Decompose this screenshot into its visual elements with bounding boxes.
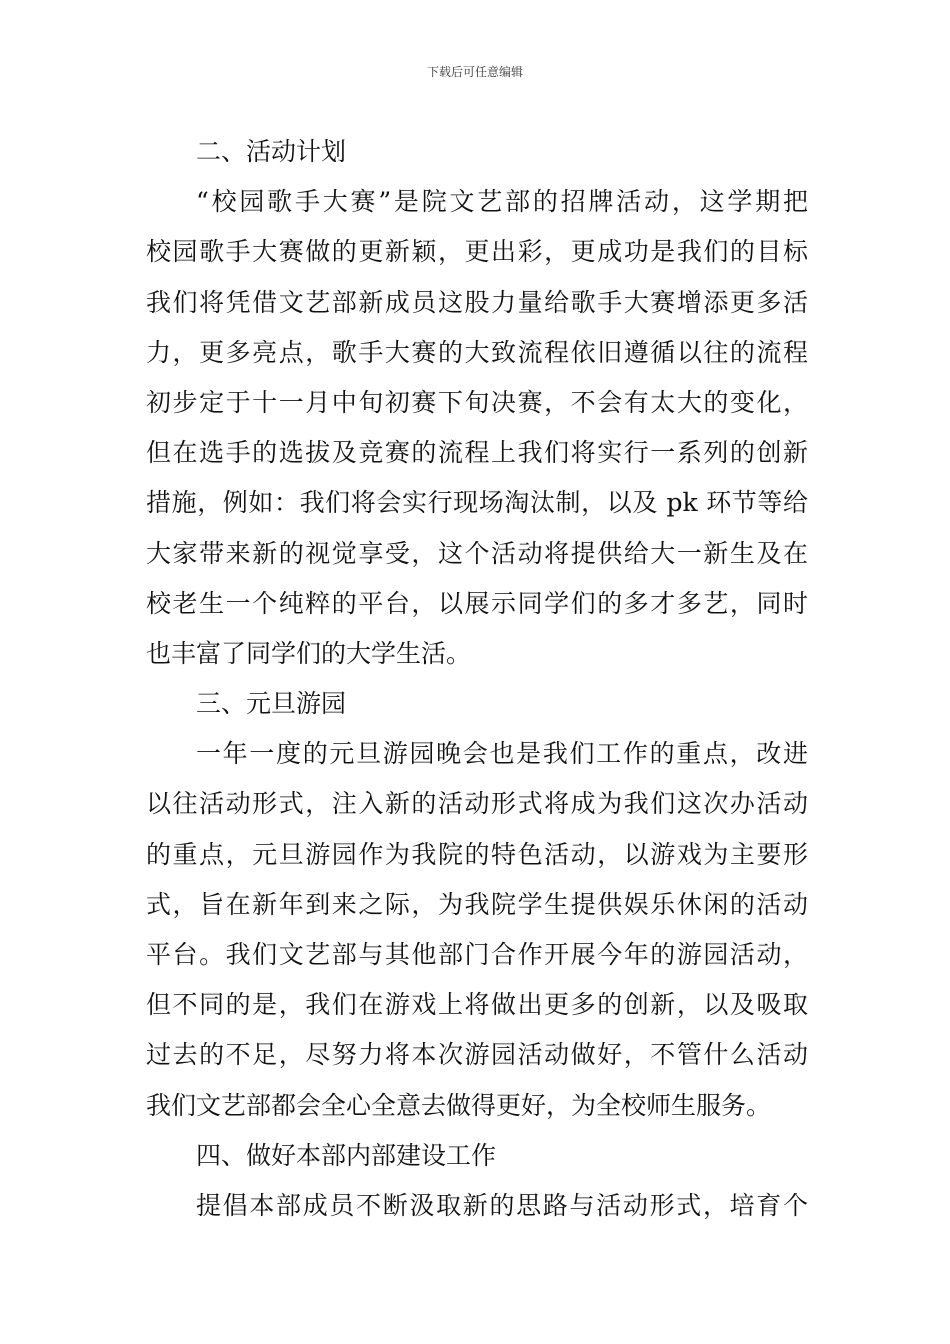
document-body [146, 127, 808, 1231]
paragraph-line: 平台。我们文艺部与其他部门合作开展今年的游园活动， [146, 940, 808, 969]
paragraph-line: “校园歌手大赛”是院文艺部的招牌活动，这学期把 [196, 187, 808, 217]
paragraph-line: 我们文艺部都会全心全意去做得更好，为全校师生服务。 [146, 1090, 772, 1120]
section-heading-internal-building: 四、做好本部内部建设工作 [196, 1140, 497, 1170]
section-heading-new-year-fair: 三、元旦游园 [196, 689, 347, 719]
paragraph-line: 的重点，元旦游园作为我院的特色活动，以游戏为主要形 [146, 839, 808, 869]
paragraph-line: 措施，例如：我们将会实行现场淘汰制，以及 pk 环节等给 [146, 488, 808, 518]
paragraph-line: 过去的不足，尽努力将本次游园活动做好，不管什么活动 [146, 1040, 808, 1070]
paragraph-line: 我们将凭借文艺部新成员这股力量给歌手大赛增添更多活 [146, 287, 808, 317]
paragraph-line: 一年一度的元旦游园晚会也是我们工作的重点，改进 [196, 739, 808, 769]
paragraph-line: 校老生一个纯粹的平台，以展示同学们的多才多艺，同时 [146, 588, 808, 618]
paragraph-line: 初步定于十一月中旬初赛下旬决赛，不会有太大的变化， [146, 387, 808, 417]
paragraph-line: 力，更多亮点，歌手大赛的大致流程依旧遵循以往的流程 [146, 337, 808, 367]
paragraph-line: 大家带来新的视觉享受，这个活动将提供给大一新生及在 [146, 538, 808, 568]
paragraph-line: 提倡本部成员不断汲取新的思路与活动形式，培育个 [196, 1190, 808, 1220]
paragraph-line: 但不同的是，我们在游戏上将做出更多的创新，以及吸取 [146, 990, 808, 1020]
section-heading-activity-plan: 二、活动计划 [196, 137, 347, 166]
paragraph-line: 校园歌手大赛做的更新颖，更出彩，更成功是我们的目标 [146, 237, 808, 267]
paragraph-line: 但在选手的选拔及竞赛的流程上我们将实行一系列的创新 [146, 438, 808, 468]
page-header-note: 下载后可任意编辑 [426, 65, 523, 79]
paragraph-line: 以往活动形式，注入新的活动形式将成为我们这次办活动 [146, 789, 808, 819]
paragraph-line: 也丰富了同学们的大学生活。 [146, 638, 472, 668]
paragraph-line: 式，旨在新年到来之际，为我院学生提供娱乐休闲的活动 [146, 889, 808, 919]
